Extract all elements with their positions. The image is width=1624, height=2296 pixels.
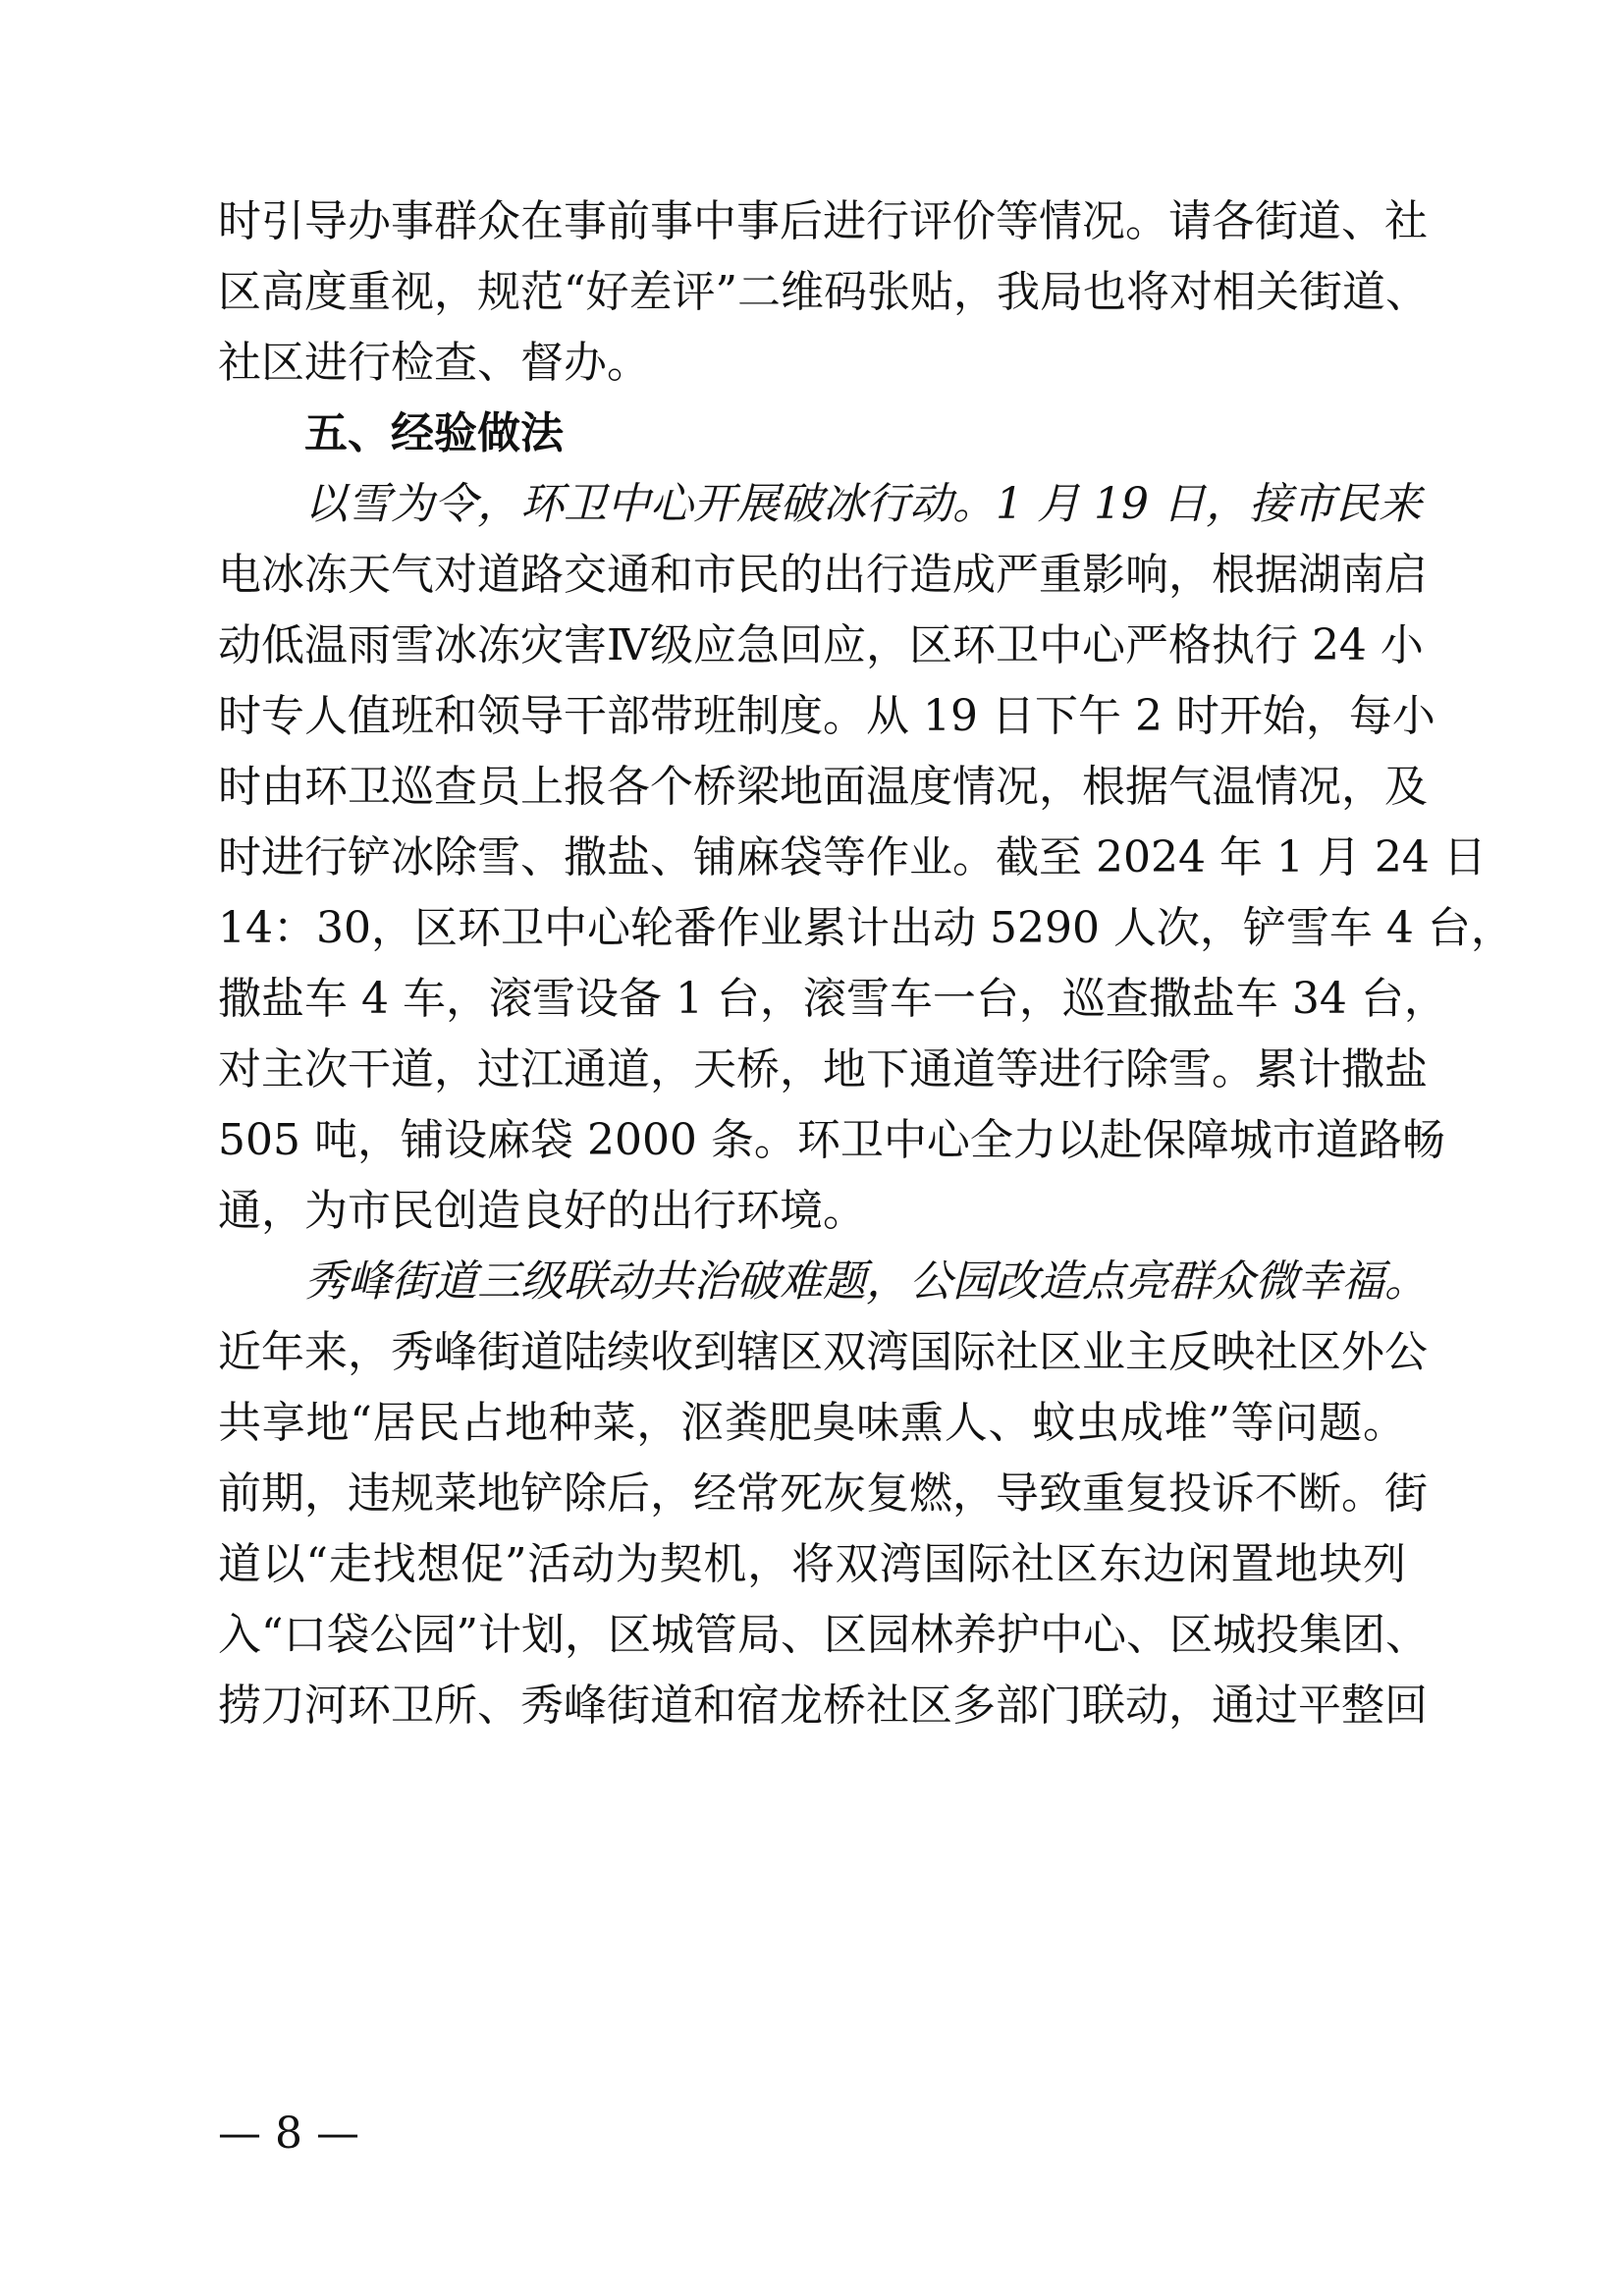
body-text-line: 时专人值班和领导干部带班制度。从 19 日下午 2 时开始，每小 bbox=[218, 691, 1435, 741]
paragraph-lead-line: 秀峰街道三级联动共治破难题，公园改造点亮群众微幸福。 bbox=[304, 1256, 1428, 1307]
body-text-line: 入“口袋公园”计划，区城管局、区园林养护中心、区城投集团、 bbox=[218, 1610, 1429, 1660]
body-text-line: 对主次干道，过江通道，天桥，地下通道等进行除雪。累计撒盐 bbox=[218, 1044, 1428, 1095]
body-text-line: 通，为市民创造良好的出行环境。 bbox=[218, 1186, 866, 1236]
body-text-line: 时引导办事群众在事前事中事后进行评价等情况。请各街道、社 bbox=[218, 196, 1428, 246]
body-text-line: 道以“走找想促”活动为契机，将双湾国际社区东边闲置地块列 bbox=[218, 1539, 1406, 1589]
section-heading: 五、经验做法 bbox=[304, 408, 564, 458]
body-text-line: 14：30，区环卫中心轮番作业累计出动 5290 人次，铲雪车 4 台， bbox=[218, 903, 1514, 953]
body-text-line: 近年来，秀峰街道陆续收到辖区双湾国际社区业主反映社区外公 bbox=[218, 1327, 1428, 1377]
body-text-line: 电冰冻天气对道路交通和市民的出行造成严重影响，根据湖南启 bbox=[218, 550, 1428, 600]
body-text-line: 505 吨，铺设麻袋 2000 条。环卫中心全力以赴保障城市道路畅 bbox=[218, 1115, 1445, 1165]
body-text-line: 区高度重视，规范“好差评”二维码张贴，我局也将对相关街道、 bbox=[218, 267, 1429, 317]
page-number: — 8 — bbox=[218, 2109, 359, 2159]
body-text-line: 前期，违规菜地铲除后，经常死灰复燃，导致重复投诉不断。街 bbox=[218, 1468, 1428, 1519]
body-text-line: 共享地“居民占地种菜，沤粪肥臭味熏人、蚊虫成堆”等问题。 bbox=[218, 1398, 1406, 1448]
body-text-line: 捞刀河环卫所、秀峰街道和宿龙桥社区多部门联动，通过平整回 bbox=[218, 1681, 1428, 1731]
paragraph-lead-line: 以雪为令，环卫中心开展破冰行动。1 月 19 日，接市民来 bbox=[304, 479, 1422, 529]
body-text-line: 时由环卫巡查员上报各个桥梁地面温度情况，根据气温情况，及 bbox=[218, 762, 1428, 812]
body-text-line: 社区进行检查、督办。 bbox=[218, 338, 650, 388]
body-text-line: 撒盐车 4 车，滚雪设备 1 台，滚雪车一台，巡查撒盐车 34 台， bbox=[218, 974, 1447, 1024]
body-text-line: 时进行铲冰除雪、撒盐、铺麻袋等作业。截至 2024 年 1 月 24 日 bbox=[218, 832, 1487, 882]
body-text-line: 动低温雨雪冰冻灾害Ⅳ级应急回应，区环卫中心严格执行 24 小 bbox=[218, 620, 1424, 670]
